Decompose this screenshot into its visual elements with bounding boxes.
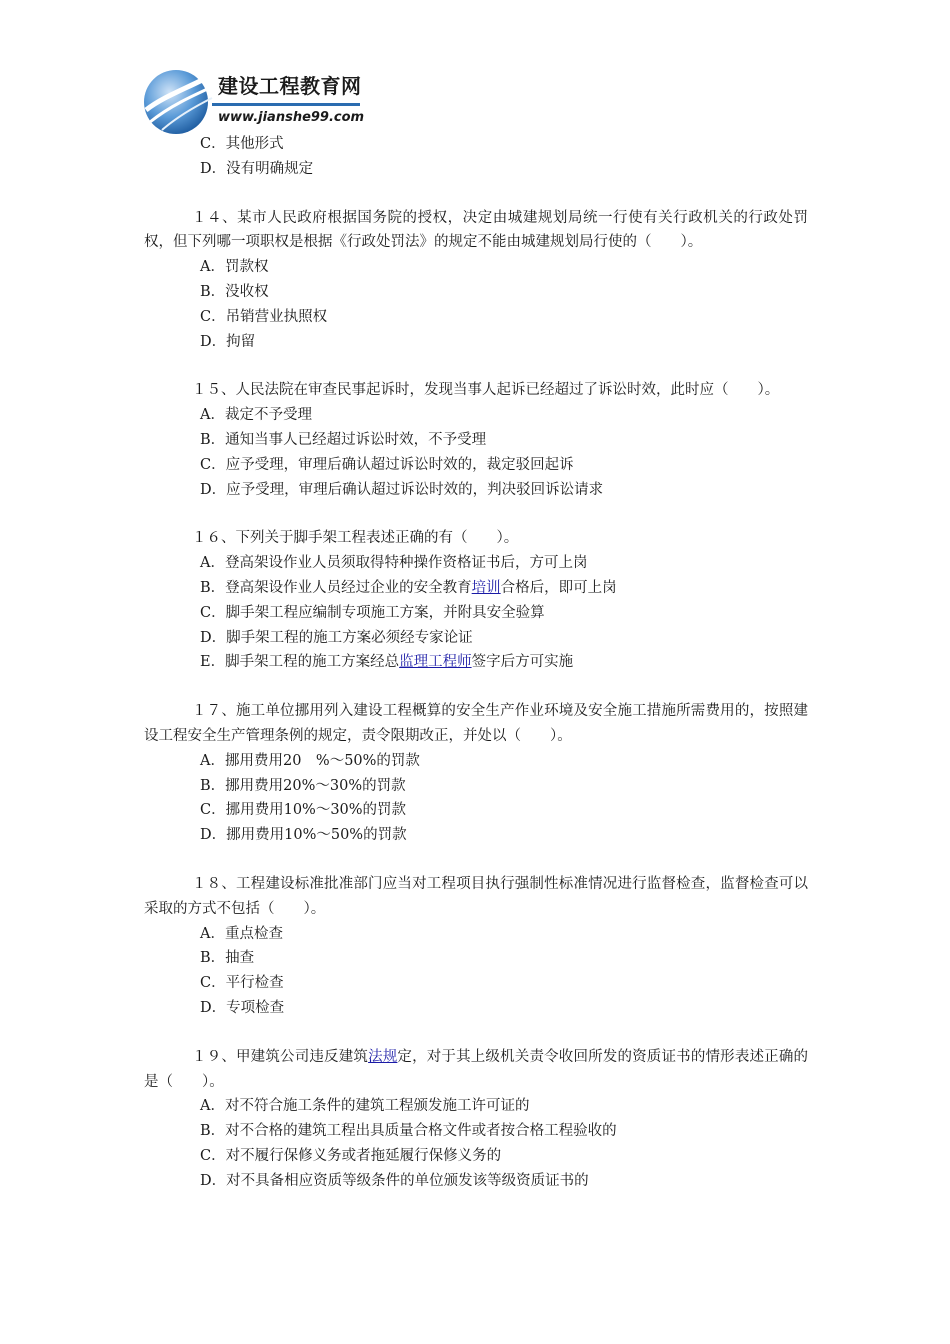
option-item: A．罚款权	[200, 259, 269, 276]
question-text: 甲建筑公司违反建筑	[236, 1048, 369, 1065]
option-item: D．拘留	[200, 333, 256, 350]
option-item: C．吊销营业执照权	[200, 308, 328, 325]
option-item: A．重点检查	[200, 925, 283, 942]
option-item: B．没收权	[200, 283, 269, 300]
option-item: C．对不履行保修义务或者拖延履行保修义务的	[200, 1147, 502, 1164]
option-item: D．脚手架工程的施工方案必须经专家论证	[200, 629, 473, 646]
supervising-engineer-link[interactable]: 监理工程师	[399, 654, 472, 671]
question-text: 某市人民政府根据国务院的授权，决定由城建规划局统一行使有关行政机关的行政处罚权，但下列哪一项职权是根据《行政处罚法》的规定不能由城建规划局行使的（ ）。	[144, 209, 809, 251]
option-item: A．对不符合施工条件的建筑工程颁发施工许可证的	[200, 1098, 530, 1115]
question-text: 下列关于脚手架工程表述正确的有（ ）。	[235, 530, 519, 547]
option-text: 签字后方可实施	[471, 654, 574, 671]
option-item: C．其他形式	[200, 136, 284, 152]
option-item: C．挪用费用10%～30%的罚款	[200, 802, 407, 819]
question-16	[144, 526, 808, 551]
option-item: C．脚手架工程应编制专项施工方案，并附具安全验算	[200, 604, 545, 621]
brand-name: 建设工程教育网	[218, 74, 362, 98]
globe-swoosh-icon	[142, 66, 216, 136]
option-item: D．没有明确规定	[200, 160, 314, 177]
regulations-link[interactable]: 法规	[368, 1048, 398, 1065]
question-number: １９、	[192, 1048, 237, 1065]
question-18	[144, 872, 808, 922]
option-item: B．抽查	[200, 950, 255, 967]
question-number: １６、	[192, 530, 236, 547]
option-item: C．应予受理，审理后确认超过诉讼时效的，裁定驳回起诉	[200, 456, 574, 473]
option-item: D．对不具备相应资质等级条件的单位颁发该等级资质证书的	[200, 1172, 589, 1189]
option-item	[144, 650, 808, 675]
question-17	[144, 699, 808, 749]
option-text: 合格后，即可上岗	[500, 579, 617, 596]
option-item: C．平行检查	[200, 975, 284, 992]
option-text: B．登高架设作业人员经过企业的安全教育	[200, 579, 472, 596]
option-item: D．应予受理，审理后确认超过诉讼时效的，判决驳回诉讼请求	[200, 481, 604, 498]
question-number: １８、	[192, 875, 237, 892]
question-15	[144, 378, 808, 403]
document-body	[144, 132, 808, 1193]
option-item: B．对不合格的建筑工程出具质量合格文件或者按合格工程验收的	[200, 1123, 617, 1140]
option-item: B．挪用费用20%～30%的罚款	[200, 777, 406, 794]
question-number: １５、	[192, 382, 236, 399]
option-item: A．裁定不予受理	[200, 407, 312, 424]
question-text: 工程建设标准批准部门应当对工程项目执行强制性标准情况进行监督检查，监督检查可以采取的方式不包括（ ）。	[144, 875, 808, 917]
option-item	[144, 576, 808, 601]
option-item: D．专项检查	[200, 999, 285, 1016]
brand-url[interactable]: www.jianshe99.com	[218, 110, 365, 125]
option-item: A．挪用费用20 %～50%的罚款	[200, 752, 420, 769]
option-item: A．登高架设作业人员须取得特种操作资格证书后，方可上岗	[200, 555, 588, 572]
question-text: 施工单位挪用列入建设工程概算的安全生产作业环境及安全施工措施所需费用的，按照建设工程安全生产管理条例的规定，责令限期改正，并处以（ ）。	[144, 703, 808, 744]
question-number: １４、	[192, 209, 238, 226]
site-logo[interactable]	[142, 66, 372, 136]
question-text: 定，对于其上级机关责令收回所发的资质证书的情形表述正确的是（ ）。	[144, 1048, 809, 1090]
option-item: D．挪用费用10%～50%的罚款	[200, 827, 407, 844]
training-link[interactable]: 培训	[471, 579, 501, 596]
question-text: 人民法院在审查民事起诉时，发现当事人起诉已经超过了诉讼时效，此时应（ ）。	[235, 382, 780, 399]
option-text: E．脚手架工程的施工方案经总	[200, 654, 400, 671]
question-19	[144, 1045, 808, 1095]
question-14	[144, 206, 808, 256]
option-item: B．通知当事人已经超过诉讼时效，不予受理	[200, 431, 487, 448]
brand-divider	[212, 103, 360, 106]
question-number: １７、	[192, 703, 237, 720]
